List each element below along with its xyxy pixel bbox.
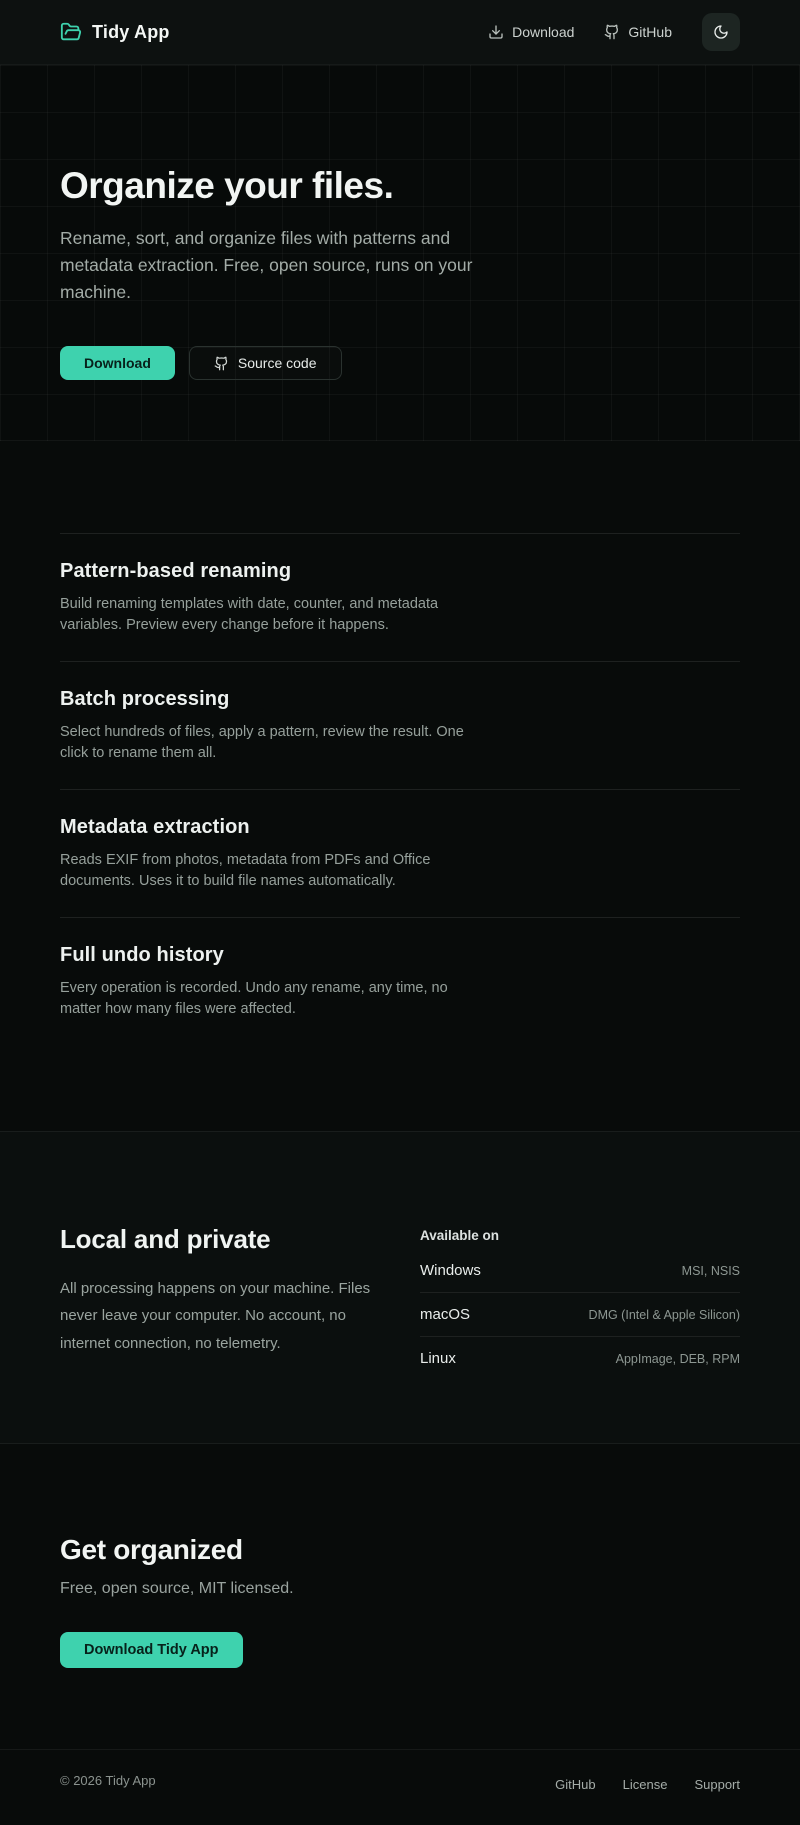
cta-title: Get organized	[60, 1534, 243, 1566]
hero-subtitle: Rename, sort, and organize files with patterns and metadata extraction. Free, open source, runs on your machine.	[60, 228, 473, 303]
hero-actions	[60, 346, 740, 380]
feature-metadata-extraction	[60, 789, 740, 917]
available-on-list	[420, 1224, 740, 1380]
cta-subtitle: Free, open source, MIT licensed.	[60, 1580, 294, 1598]
feature-batch-processing	[60, 661, 740, 789]
cta-section	[0, 1444, 800, 1749]
footer-support-link[interactable]: Support	[694, 1777, 740, 1793]
github-icon	[214, 356, 229, 371]
platform-formats: MSI, NSIS	[681, 1264, 740, 1279]
feature-undo-history	[60, 917, 740, 1045]
platform-name: Windows	[420, 1262, 481, 1280]
hero-download-button[interactable]: Download	[60, 346, 175, 380]
footer-github-link[interactable]: GitHub	[555, 1777, 596, 1793]
hero-source-code-label: Source code	[237, 355, 317, 372]
platform-row-windows	[420, 1249, 740, 1293]
hero-section	[0, 65, 800, 441]
theme-toggle-button[interactable]	[702, 13, 740, 51]
features-section	[0, 441, 800, 1131]
nav-github-label: GitHub	[628, 24, 672, 40]
hero-title: Organize your files.	[60, 165, 394, 206]
nav-download-label: Download	[512, 24, 575, 40]
header-nav	[488, 13, 740, 51]
feature-title: Metadata extraction	[60, 816, 250, 839]
platform-row-linux	[420, 1337, 740, 1380]
platform-formats: DMG (Intel & Apple Silicon)	[588, 1308, 740, 1323]
feature-title: Pattern-based renaming	[60, 560, 292, 582]
platform-row-macos	[420, 1293, 740, 1337]
local-private-section	[0, 1131, 800, 1444]
feature-description: Reads EXIF from photos, metadata from PDFs and Office documents. Uses it to build file names automatically.	[60, 852, 431, 890]
hero-source-code-button[interactable]	[189, 346, 342, 380]
platform-formats: AppImage, DEB, RPM	[615, 1352, 740, 1367]
local-private-title: Local and private	[60, 1224, 271, 1255]
feature-pattern-renaming	[60, 533, 740, 661]
cta-download-button[interactable]: Download Tidy App	[60, 1632, 243, 1668]
local-private-text	[60, 1224, 378, 1380]
feature-description: Build renaming templates with date, counter, and metadata variables. Preview every change before it happens.	[60, 596, 439, 634]
footer-license-link[interactable]: License	[622, 1777, 668, 1793]
feature-title: Full undo history	[60, 944, 224, 967]
feature-description: Select hundreds of files, apply a pattern, review the result. One click to rename them all.	[60, 724, 464, 762]
footer-copyright: © 2026 Tidy App	[60, 1773, 156, 1789]
available-on-label: Available on	[420, 1228, 500, 1244]
site-header	[0, 0, 800, 65]
site-footer	[0, 1749, 800, 1825]
footer-links	[555, 1777, 740, 1792]
brand-name: Tidy App	[92, 21, 170, 42]
brand	[60, 21, 170, 43]
moon-icon	[713, 24, 729, 40]
nav-download-link[interactable]	[488, 24, 574, 40]
folder-open-icon	[60, 21, 82, 43]
github-icon	[604, 24, 620, 40]
platform-name: Linux	[420, 1350, 456, 1368]
feature-description: Every operation is recorded. Undo any rename, any time, no matter how many files were affected.	[60, 980, 448, 1018]
nav-github-link[interactable]	[604, 24, 672, 40]
feature-title: Batch processing	[60, 688, 230, 711]
platform-name: macOS	[420, 1306, 471, 1324]
download-icon	[488, 24, 504, 40]
local-private-description: All processing happens on your machine. Files never leave your computer. No account, no internet connection, no telemetry.	[60, 1280, 371, 1352]
